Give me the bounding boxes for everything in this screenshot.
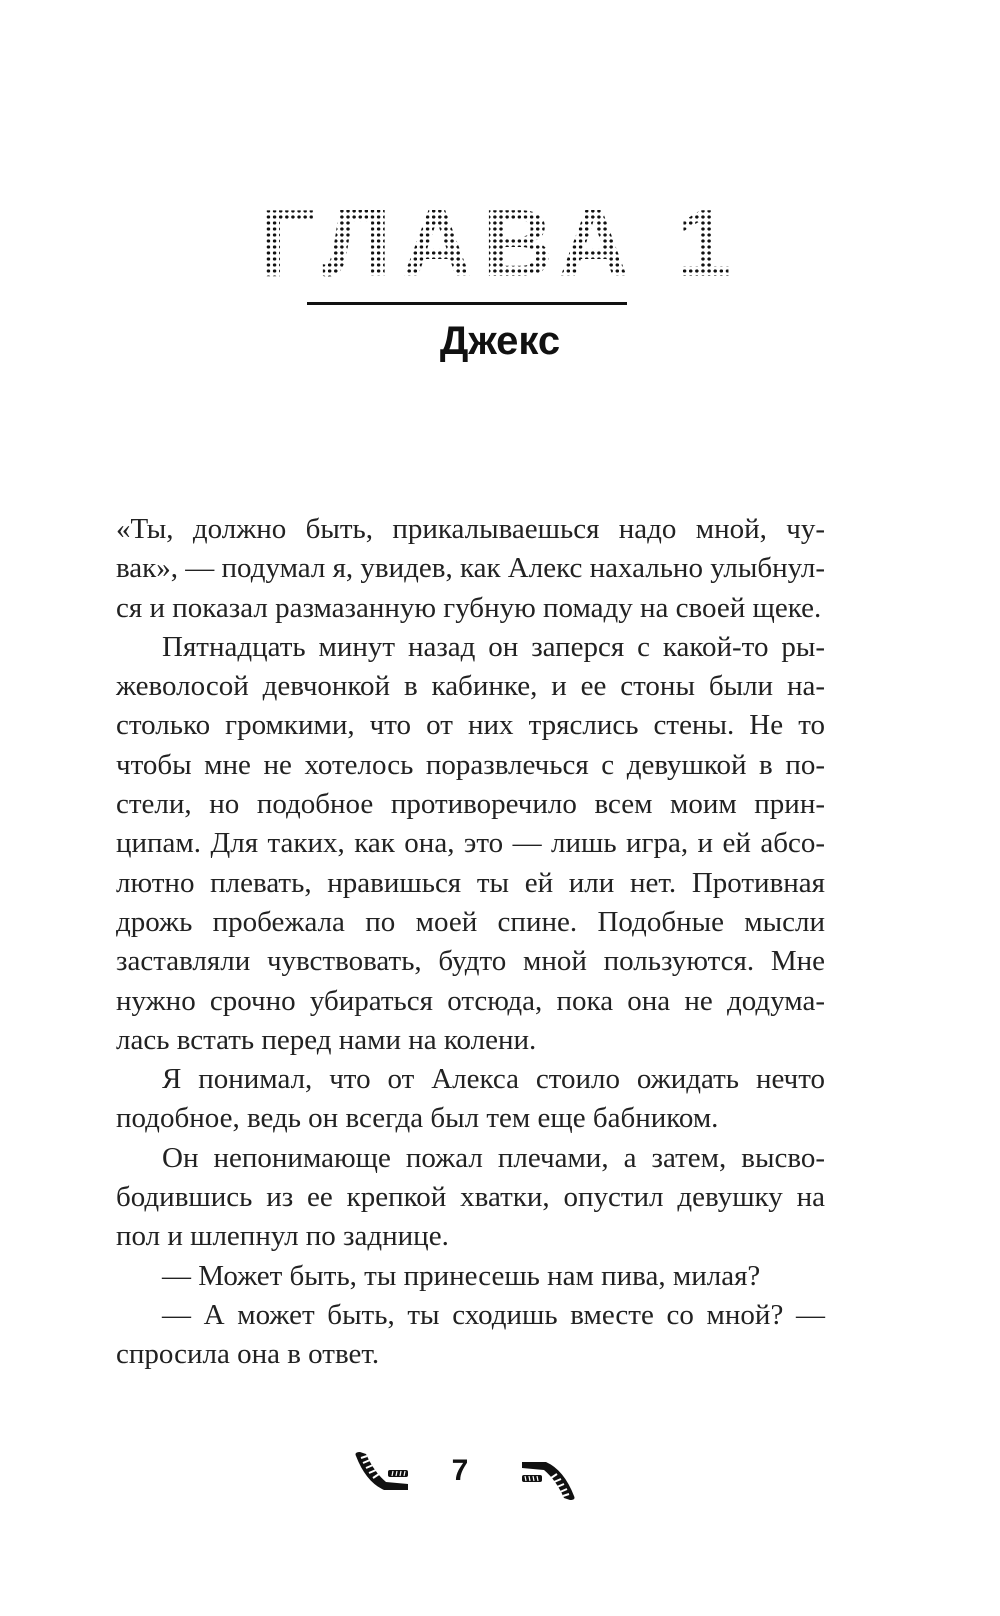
chapter-subtitle: Джекс: [439, 319, 561, 363]
text-line: заставляли чувствовать, будто мной пользуются. Мне: [116, 945, 825, 978]
text-line: ся и показал размазанную губную помаду на своей щеке.: [116, 591, 822, 624]
text-line: «Ты, должно быть, прикалываешься надо мной, чу-: [116, 513, 825, 545]
text-line: Он непонимающе пожал плечами, а затем, высво-: [162, 1141, 825, 1174]
paragraph: [116, 1296, 825, 1375]
text-line: — А может быть, ты сходишь вместе со мной? —: [162, 1298, 825, 1331]
text-line: дрожь пробежала по моей спине. Подобные мысли: [116, 905, 825, 938]
body-text: [116, 510, 825, 1375]
chapter-divider: [307, 302, 627, 305]
text-line: бодившись из ее крепкой хватки, опустил девушку на: [116, 1181, 825, 1214]
text-line: стели, но подобное противоречило всем моим прин-: [116, 788, 825, 821]
page-number: 7: [451, 1454, 469, 1487]
paragraph: [116, 1139, 825, 1257]
paragraph: [116, 510, 825, 628]
paragraph: [116, 628, 825, 1060]
chapter-title: ГЛАВА 1: [258, 190, 742, 297]
text-line: чтобы мне не хотелось поразвлечься с девушкой в по-: [116, 748, 825, 781]
text-line: Пятнадцать минут назад он заперся с какой-то ры-: [162, 630, 825, 663]
text-line: лютно плевать, нравишься ты ей или нет. Противная: [116, 866, 825, 899]
text-line: подобное, ведь он всегда был тем еще бабником.: [116, 1102, 719, 1135]
paragraph: [116, 1060, 825, 1139]
text-line: — Может быть, ты принесешь нам пива, милая?: [162, 1259, 761, 1292]
text-line: лась встать перед нами на колени.: [116, 1023, 537, 1056]
text-line: нужно срочно убираться отсюда, пока она не додума-: [116, 984, 825, 1017]
hockey-stick-icon: [520, 1450, 578, 1501]
chapter-heading: [0, 190, 1000, 297]
page-footer: [0, 1440, 1000, 1510]
hockey-stick-icon: [352, 1450, 410, 1501]
text-line: Я понимал, что от Алекса стоило ожидать нечто: [162, 1063, 825, 1096]
text-line: столько громкими, что от них тряслись стены. Не то: [116, 709, 825, 742]
text-line: спросила она в ответ.: [116, 1338, 380, 1371]
text-line: ципам. Для таких, как она, это — лишь игра, и ей абсо-: [116, 827, 825, 860]
text-line: пол и шлепнул по заднице.: [116, 1220, 449, 1253]
text-line: жеволосой девчонкой в кабинке, и ее стоны были на-: [116, 670, 825, 703]
paragraph: [116, 1257, 825, 1296]
text-line: вак», — подумал я, увидев, как Алекс нахально улыбнул-: [116, 552, 825, 585]
